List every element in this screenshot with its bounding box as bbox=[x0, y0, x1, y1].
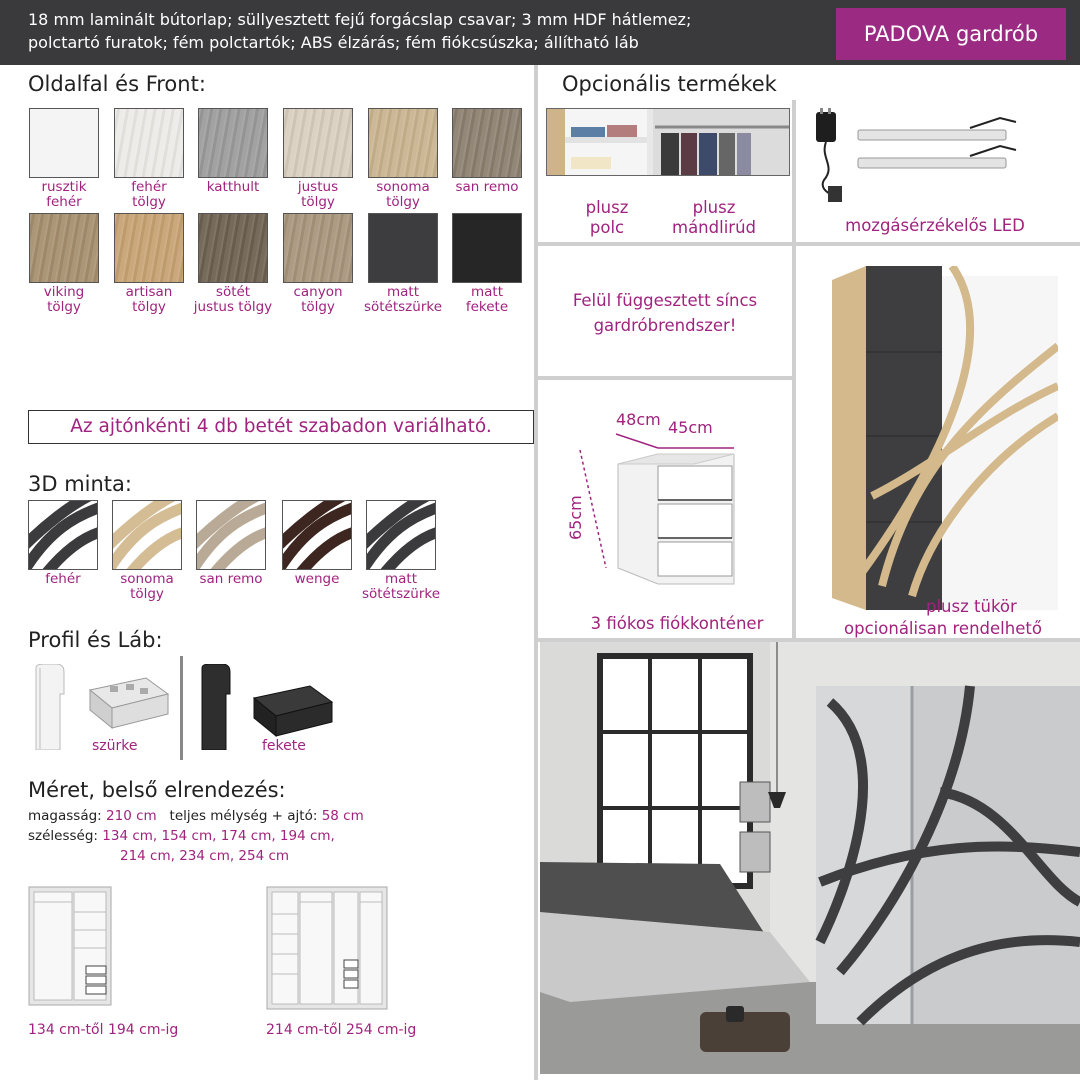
swatch-label-line2: justus tölgy bbox=[193, 299, 273, 315]
led-image bbox=[810, 108, 1030, 208]
swatch-label-line2: tölgy bbox=[132, 194, 166, 210]
swatch-label-line2: sötétszürke bbox=[363, 299, 443, 315]
pattern-label-0 bbox=[15, 572, 111, 587]
rod-caption-2: mándlirúd bbox=[672, 218, 756, 237]
dim-65-value: 65 bbox=[566, 519, 585, 540]
width-line-1: 134 cm, 154 cm, 174 cm, 194 cm, bbox=[102, 828, 335, 844]
pattern-label-line2: tölgy bbox=[130, 586, 164, 602]
swatch-label-2 bbox=[185, 180, 281, 195]
small-layout-caption: 134 cm-től 194 cm-ig bbox=[28, 1022, 179, 1038]
depth-value: 58 cm bbox=[321, 808, 364, 824]
swatch-label-line1: rusztik bbox=[41, 179, 87, 195]
depth-label: teljes mélység + ajtó: bbox=[169, 808, 318, 824]
dim-45-value: 45 bbox=[668, 418, 689, 437]
pattern-swatch-2 bbox=[196, 500, 266, 570]
swatch-label-11 bbox=[439, 285, 535, 315]
swatch-label-0 bbox=[16, 180, 112, 210]
divider-main-vertical bbox=[534, 65, 538, 1080]
swatch-label-line1: canyon bbox=[293, 284, 343, 300]
led-caption: mozgásérzékelős LED bbox=[845, 216, 1025, 235]
height-value: 210 cm bbox=[106, 808, 157, 824]
dim-48-value: 48 bbox=[616, 410, 637, 429]
mirror-caption bbox=[806, 596, 1080, 640]
pattern-label-4 bbox=[353, 572, 449, 602]
swatch-label-1 bbox=[101, 180, 197, 210]
shelf-caption bbox=[562, 198, 652, 238]
small-layout-drawing bbox=[28, 886, 112, 1006]
swatch-label-5 bbox=[439, 180, 535, 195]
black-label: fekete bbox=[262, 738, 306, 754]
swatch-label-line1: artisan bbox=[125, 284, 173, 300]
swatch-label-line1: justus bbox=[297, 179, 339, 195]
profile-title: Profil és Láb: bbox=[28, 628, 163, 652]
swatch-label-line1: katthult bbox=[206, 179, 260, 195]
swatch-5 bbox=[452, 108, 522, 178]
swatch-label-3 bbox=[270, 180, 366, 210]
swatch-label-10 bbox=[355, 285, 451, 315]
swatch-10 bbox=[368, 213, 438, 283]
pattern3d-title: 3D minta: bbox=[28, 472, 132, 496]
swatch-8 bbox=[198, 213, 268, 283]
wardrobe-illustration bbox=[832, 266, 1058, 610]
side-front-title: Oldalfal és Front: bbox=[28, 72, 206, 96]
pattern-label-line1: san remo bbox=[199, 571, 263, 587]
product-title: PADOVA gardrób bbox=[836, 8, 1066, 60]
dim-45-unit: cm bbox=[688, 418, 713, 437]
pattern-swatch-3 bbox=[282, 500, 352, 570]
dim-65 bbox=[566, 495, 585, 540]
large-layout-caption: 214 cm-től 254 cm-ig bbox=[266, 1022, 417, 1038]
swatch-label-9 bbox=[270, 285, 366, 315]
swatch-6 bbox=[29, 213, 99, 283]
pattern-label-2 bbox=[183, 572, 279, 587]
notice-text: Az ajtónkénti 4 db betét szabadon variálható. bbox=[70, 416, 492, 437]
swatch-2 bbox=[198, 108, 268, 178]
dim-65-unit: cm bbox=[566, 495, 585, 520]
swatch-0 bbox=[29, 108, 99, 178]
mirror-caption-2: opcionálisan rendelhető bbox=[844, 619, 1042, 638]
mirror-caption-1: plusz tükör bbox=[926, 597, 1017, 616]
swatch-label-line2: tölgy bbox=[132, 299, 166, 315]
profile-divider bbox=[180, 656, 183, 760]
pattern-label-line1: wenge bbox=[294, 571, 340, 587]
shelf-caption-1: plusz bbox=[585, 198, 629, 217]
swatch-label-line2: fekete bbox=[465, 299, 509, 315]
swatch-9 bbox=[283, 213, 353, 283]
dim-48-unit: cm bbox=[636, 410, 661, 429]
swatch-label-line1: matt bbox=[470, 284, 503, 300]
swatch-label-line2: tölgy bbox=[301, 194, 335, 210]
swatch-label-6 bbox=[16, 285, 112, 315]
rail-note-2: gardróbrendszer! bbox=[593, 316, 737, 335]
swatch-label-line1: san remo bbox=[455, 179, 519, 195]
divider-h2 bbox=[538, 376, 792, 380]
size-dimensions bbox=[28, 806, 528, 866]
pattern-label-3 bbox=[269, 572, 365, 587]
header-specs bbox=[28, 8, 818, 54]
pattern-label-1 bbox=[99, 572, 195, 602]
pattern-swatch-4 bbox=[366, 500, 436, 570]
swatch-label-line2: tölgy bbox=[301, 299, 335, 315]
swatch-label-line1: fehér bbox=[131, 179, 167, 195]
optional-title: Opcionális termékek bbox=[562, 72, 777, 96]
pattern-label-line1: fehér bbox=[45, 571, 81, 587]
grey-label: szürke bbox=[92, 738, 138, 754]
interior-photo bbox=[540, 642, 1080, 1074]
swatch-label-line2: tölgy bbox=[386, 194, 420, 210]
pattern-label-line2: sötétszürke bbox=[361, 586, 441, 602]
swatch-11 bbox=[452, 213, 522, 283]
notice-box bbox=[28, 410, 534, 444]
swatch-label-line1: matt bbox=[386, 284, 419, 300]
swatch-label-line1: sötét bbox=[215, 284, 251, 300]
rail-note-1: Felül függesztett síncs bbox=[572, 291, 758, 310]
swatch-3 bbox=[283, 108, 353, 178]
grey-profile-image bbox=[30, 664, 70, 750]
divider-optional-vertical bbox=[792, 100, 796, 245]
swatch-label-4 bbox=[355, 180, 451, 210]
black-foot-image bbox=[250, 680, 334, 742]
swatch-4 bbox=[368, 108, 438, 178]
height-label: magasság: bbox=[28, 808, 102, 824]
rod-caption-1: plusz bbox=[692, 198, 736, 217]
specs-line-1: 18 mm laminált bútorlap; süllyesztett fejű forgácslap csavar; 3 mm HDF hátlemez; bbox=[28, 10, 692, 29]
swatch-label-line1: sonoma bbox=[376, 179, 430, 195]
swatch-1 bbox=[114, 108, 184, 178]
width-line-2: 214 cm, 234 cm, 254 cm bbox=[120, 848, 290, 864]
swatch-label-7 bbox=[101, 285, 197, 315]
specs-line-2: polctartó furatok; fém polctartók; ABS élzárás; fém fiókcsúszka; állítható láb bbox=[28, 33, 639, 52]
divider-h1 bbox=[538, 242, 1080, 246]
swatch-label-8 bbox=[185, 285, 281, 315]
pattern-swatch-1 bbox=[112, 500, 182, 570]
shelf-caption-2: polc bbox=[589, 218, 625, 237]
shelf-rod-image bbox=[546, 108, 790, 176]
large-layout-drawing bbox=[266, 886, 388, 1010]
pattern-label-line1: matt bbox=[384, 571, 417, 587]
width-label: szélesség: bbox=[28, 828, 98, 844]
dim-48 bbox=[616, 410, 661, 429]
drawer-container-drawing bbox=[574, 408, 794, 608]
black-profile-image bbox=[196, 664, 236, 750]
pattern-swatch-0 bbox=[28, 500, 98, 570]
pattern-label-line1: sonoma bbox=[120, 571, 174, 587]
swatch-7 bbox=[114, 213, 184, 283]
drawer-caption: 3 fiókos fiókkonténer bbox=[590, 614, 764, 633]
swatch-label-line1: viking bbox=[43, 284, 85, 300]
rod-caption bbox=[658, 198, 770, 238]
dim-45 bbox=[668, 418, 713, 437]
swatch-label-line2: fehér bbox=[46, 194, 82, 210]
rail-note bbox=[542, 288, 788, 338]
size-title: Méret, belső elrendezés: bbox=[28, 778, 286, 802]
swatch-label-line2: tölgy bbox=[47, 299, 81, 315]
grey-foot-image bbox=[86, 672, 170, 734]
